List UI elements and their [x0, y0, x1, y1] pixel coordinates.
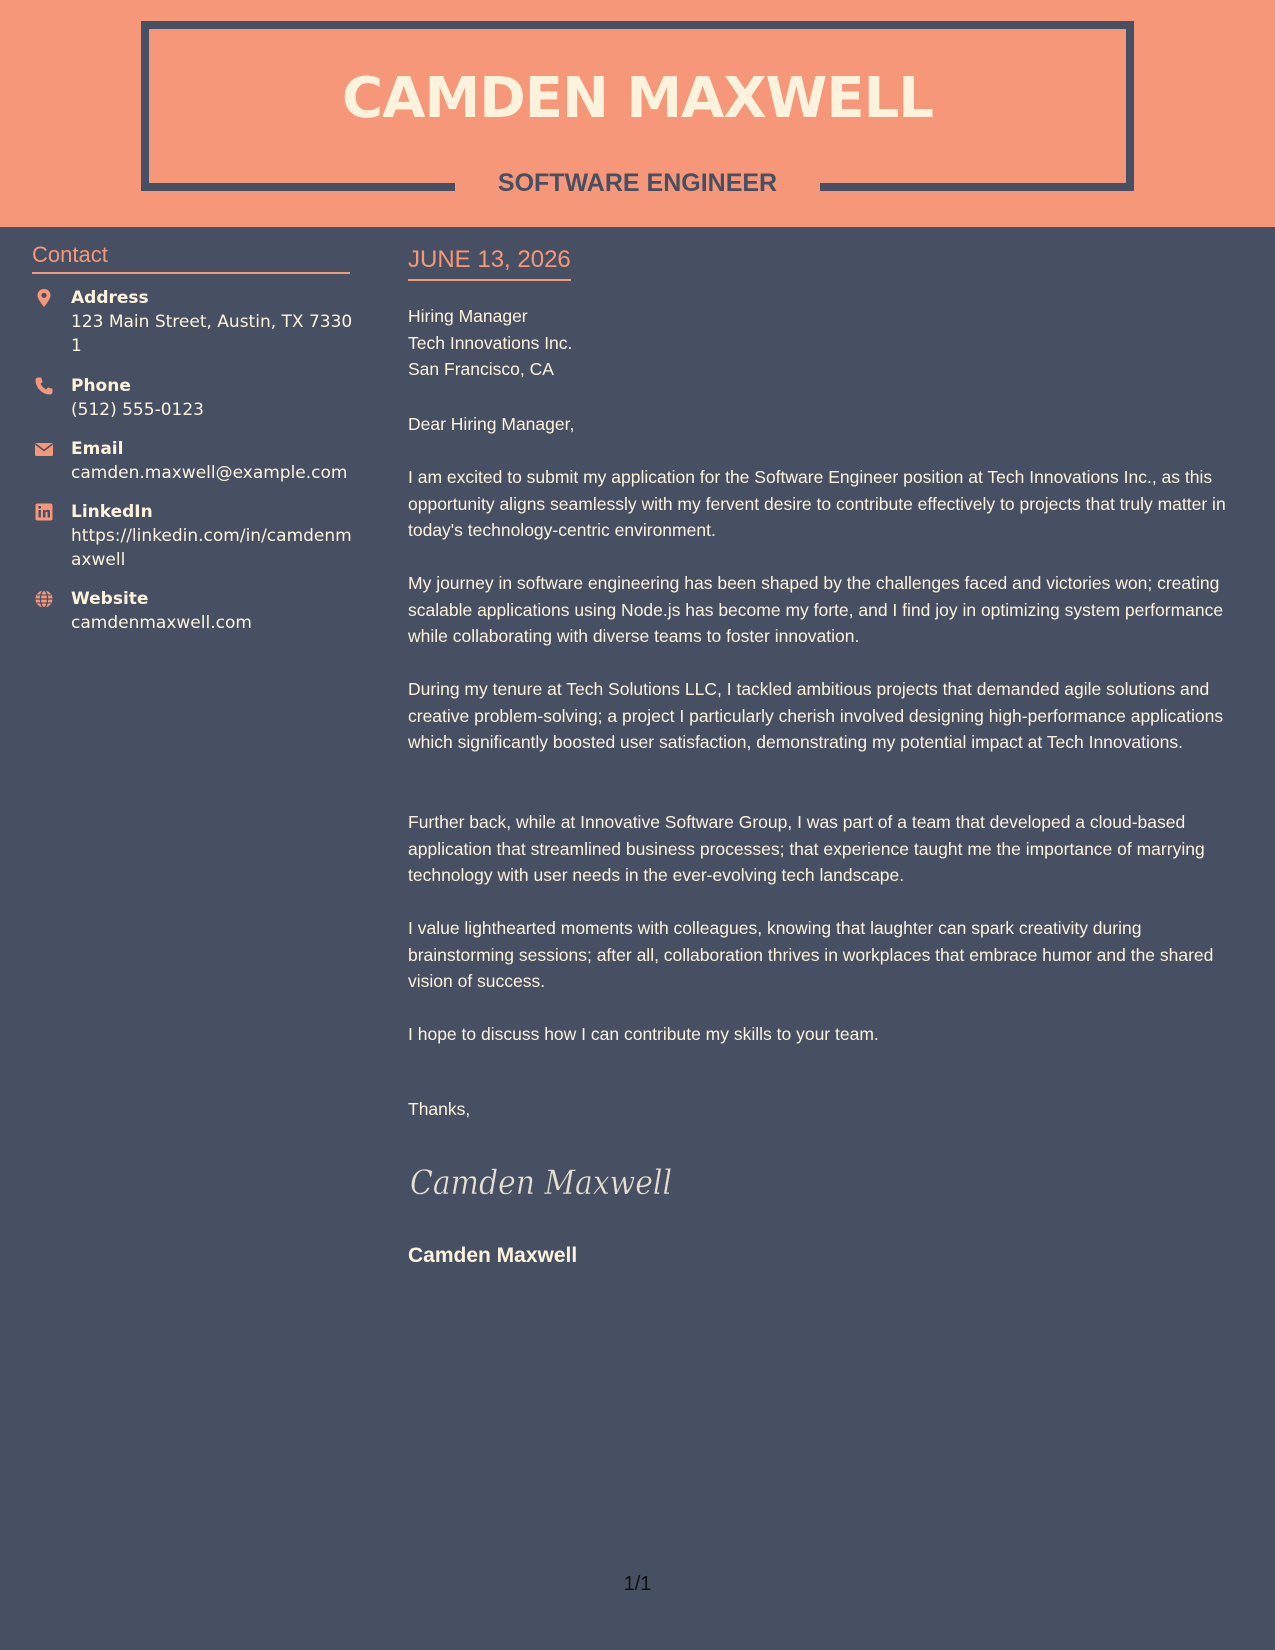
- contact-heading: Contact: [32, 240, 350, 274]
- envelope-icon: [34, 439, 54, 459]
- paragraph-1: I am excited to submit my application for the Software Engineer position at Tech Innovations Inc., as this opportunity aligns seamlessly with my fervent desire to contribute effectively to projects that truly matter in today's technology-centric environment.: [408, 467, 1226, 540]
- paragraph-3: During my tenure at Tech Solutions LLC, I tackled ambitious projects that demanded agile solutions and creative problem-solving; a project I particularly cherish involved designing high-performance applications which significantly boosted user satisfaction, demonstrating my potential impact at Tech Innovations.: [408, 679, 1224, 752]
- applicant-name: CAMDEN MAXWELL: [342, 66, 933, 131]
- signature-text: Camden Maxwell: [410, 1163, 672, 1203]
- linkedin-value[interactable]: https://linkedin.com/in/camdenmaxwell: [71, 526, 352, 570]
- paragraph-6: I hope to discuss how I can contribute my skills to your team.: [408, 1024, 879, 1044]
- email-value[interactable]: camden.maxwell@example.com: [71, 463, 348, 483]
- recipient-title: Hiring Manager: [408, 306, 528, 326]
- handwritten-signature: [408, 1156, 678, 1206]
- linkedin-icon: [34, 502, 54, 522]
- recipient-company: Tech Innovations Inc.: [408, 332, 573, 353]
- paragraph-5: I value lighthearted moments with colleagues, knowing that laughter can spark creativity during brainstorming sessions; after all, collaboration thrives in workplaces that embrace humor and the shared vision of success.: [408, 918, 1214, 991]
- phone-label: Phone: [71, 376, 131, 396]
- job-title: SOFTWARE ENGINEER: [497, 169, 778, 197]
- paragraph-4: Further back, while at Innovative Software Group, I was part of a team that developed a cloud-based application that streamlined business processes; that experience taught me the importance of marrying technology with user needs in the ever-evolving tech landscape.: [408, 812, 1205, 885]
- paragraph-2: My journey in software engineering has been shaped by the challenges faced and victories won; creating scalable applications using Node.js has become my forte, and I find joy in optimizing system performance while collaborating with diverse teams to foster innovation.: [408, 573, 1224, 646]
- linkedin-label: LinkedIn: [71, 502, 153, 522]
- email-label: Email: [71, 439, 124, 459]
- recipient-block: [408, 303, 572, 383]
- recipient-location: San Francisco, CA: [408, 359, 554, 379]
- map-pin-icon: [34, 288, 54, 308]
- address-label: Address: [71, 288, 149, 308]
- closing: Thanks,: [408, 1099, 471, 1119]
- phone-value: (512) 555-0123: [71, 400, 204, 420]
- phone-icon: [34, 376, 54, 396]
- letter-date: JUNE 13, 2026: [408, 245, 571, 281]
- globe-icon: [34, 589, 54, 609]
- website-value[interactable]: camdenmaxwell.com: [71, 613, 252, 633]
- salutation: Dear Hiring Manager,: [408, 414, 575, 434]
- signer-name: Camden Maxwell: [408, 1244, 578, 1267]
- website-label: Website: [71, 589, 149, 609]
- page-number: 1/1: [623, 1573, 652, 1595]
- address-value: 123 Main Street, Austin, TX 73301: [71, 312, 353, 356]
- header-banner: [0, 0, 1275, 227]
